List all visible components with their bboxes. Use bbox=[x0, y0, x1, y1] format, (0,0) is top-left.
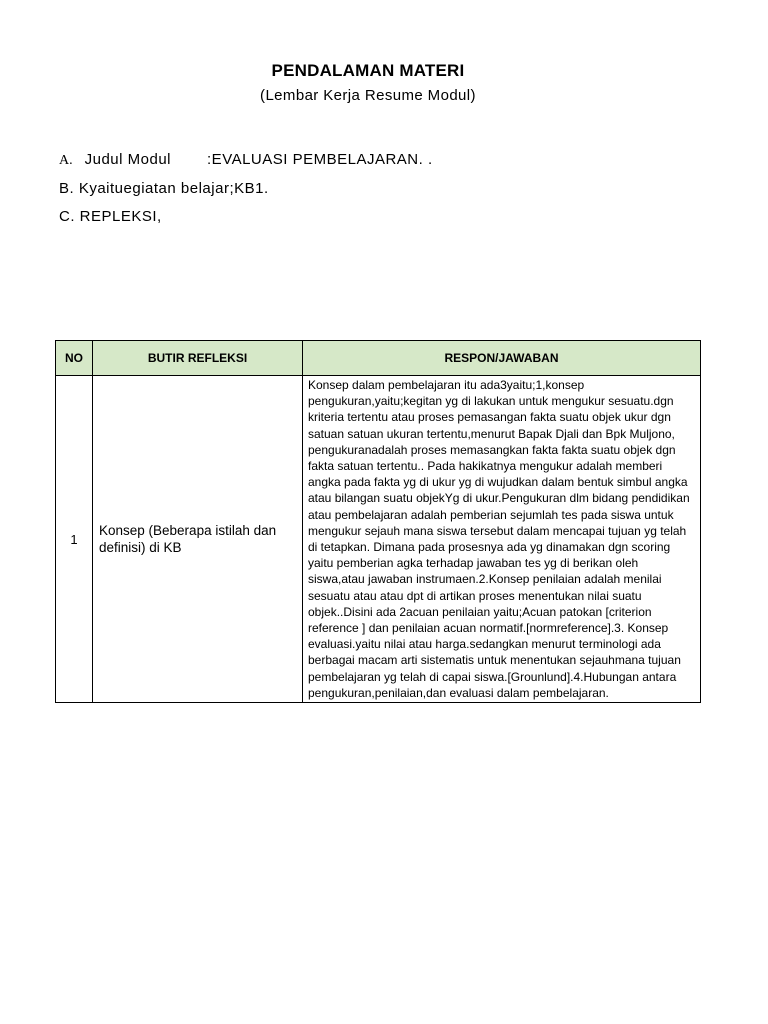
info-a-value: :EVALUASI PEMBELAJARAN. . bbox=[207, 151, 433, 168]
row-number: 1 bbox=[56, 376, 93, 703]
document-title: PENDALAMAN MATERI bbox=[271, 61, 465, 80]
info-a-key: Judul Modul bbox=[84, 151, 172, 168]
header-respon-jawaban: RESPON/JAWABAN bbox=[303, 341, 701, 376]
document-subtitle: (Lembar Kerja Resume Modul) bbox=[260, 87, 476, 104]
info-module-title bbox=[59, 151, 433, 169]
header-no: NO bbox=[56, 341, 93, 376]
info-a-label: A. bbox=[59, 153, 73, 168]
header-butir-refleksi: BUTIR REFLEKSI bbox=[93, 341, 303, 376]
info-learning-activity: B. Kyaituegiatan belajar;KB1. bbox=[59, 180, 269, 197]
table-header-row bbox=[56, 341, 701, 376]
table-row bbox=[56, 376, 701, 703]
reflection-table bbox=[55, 340, 701, 703]
row-respon-jawaban: Konsep dalam pembelajaran itu ada3yaitu;1,konsep pengukuran,yaitu;kegitan yg di lakukan untuk mengukur sesuatu.dgn kriteria tertentu atau proses pemasangan fakta suatu objek ukur dgn satuan satuan ukuran tertentu,menurut Bapak Djali dan Bpk Muljono, pengukuranadalah proses memasangkan fakta fakta suatu objek dgn fakta satuan tertentu.. Pada hakikatnya mengukur adalah memberi angka pada fakta yg di ukur yg di wujudkan dalam bentuk simbul angka atau bilangan suatu objekYg di ukur.Pengukuran dlm bidang pendidikan atau pembelajaran adalah pemberian sejumlah tes pada siswa untuk mengukur sejauh mana siswa tersebut dalam mencapai tujuan yg telah di tetapkan. Dimana pada prosesnya ada yg dinamakan dgn scoring yaitu pemberian agka terhadap jawaban tes yg di berikan oleh siswa,atau jawaban instrumaen.2.Konsep penilaian adalah menilai sesuatu atau atau dpt di artikan proses menentukan nilai suatu objek..Disini ada 2acuan penilaian yaitu;Acuan patokan [criterion reference ] dan penilaian acuan normatif.[normreference].3. Konsep evaluasi.yaitu nilai atau harga.sedangkan menurut terminologi ada berbagai macam arti sistematis untuk menentukan sejauhmana tujuan pembelajaran yg telah di capai siswa.[Grounlund].4.Hubungan antara pengukuran,penilaian,dan evaluasi dalam pembelajaran. bbox=[303, 376, 701, 703]
row-butir-refleksi: Konsep (Beberapa istilah dan definisi) di KB bbox=[93, 376, 303, 703]
info-reflection: C. REPLEKSI, bbox=[59, 208, 162, 225]
